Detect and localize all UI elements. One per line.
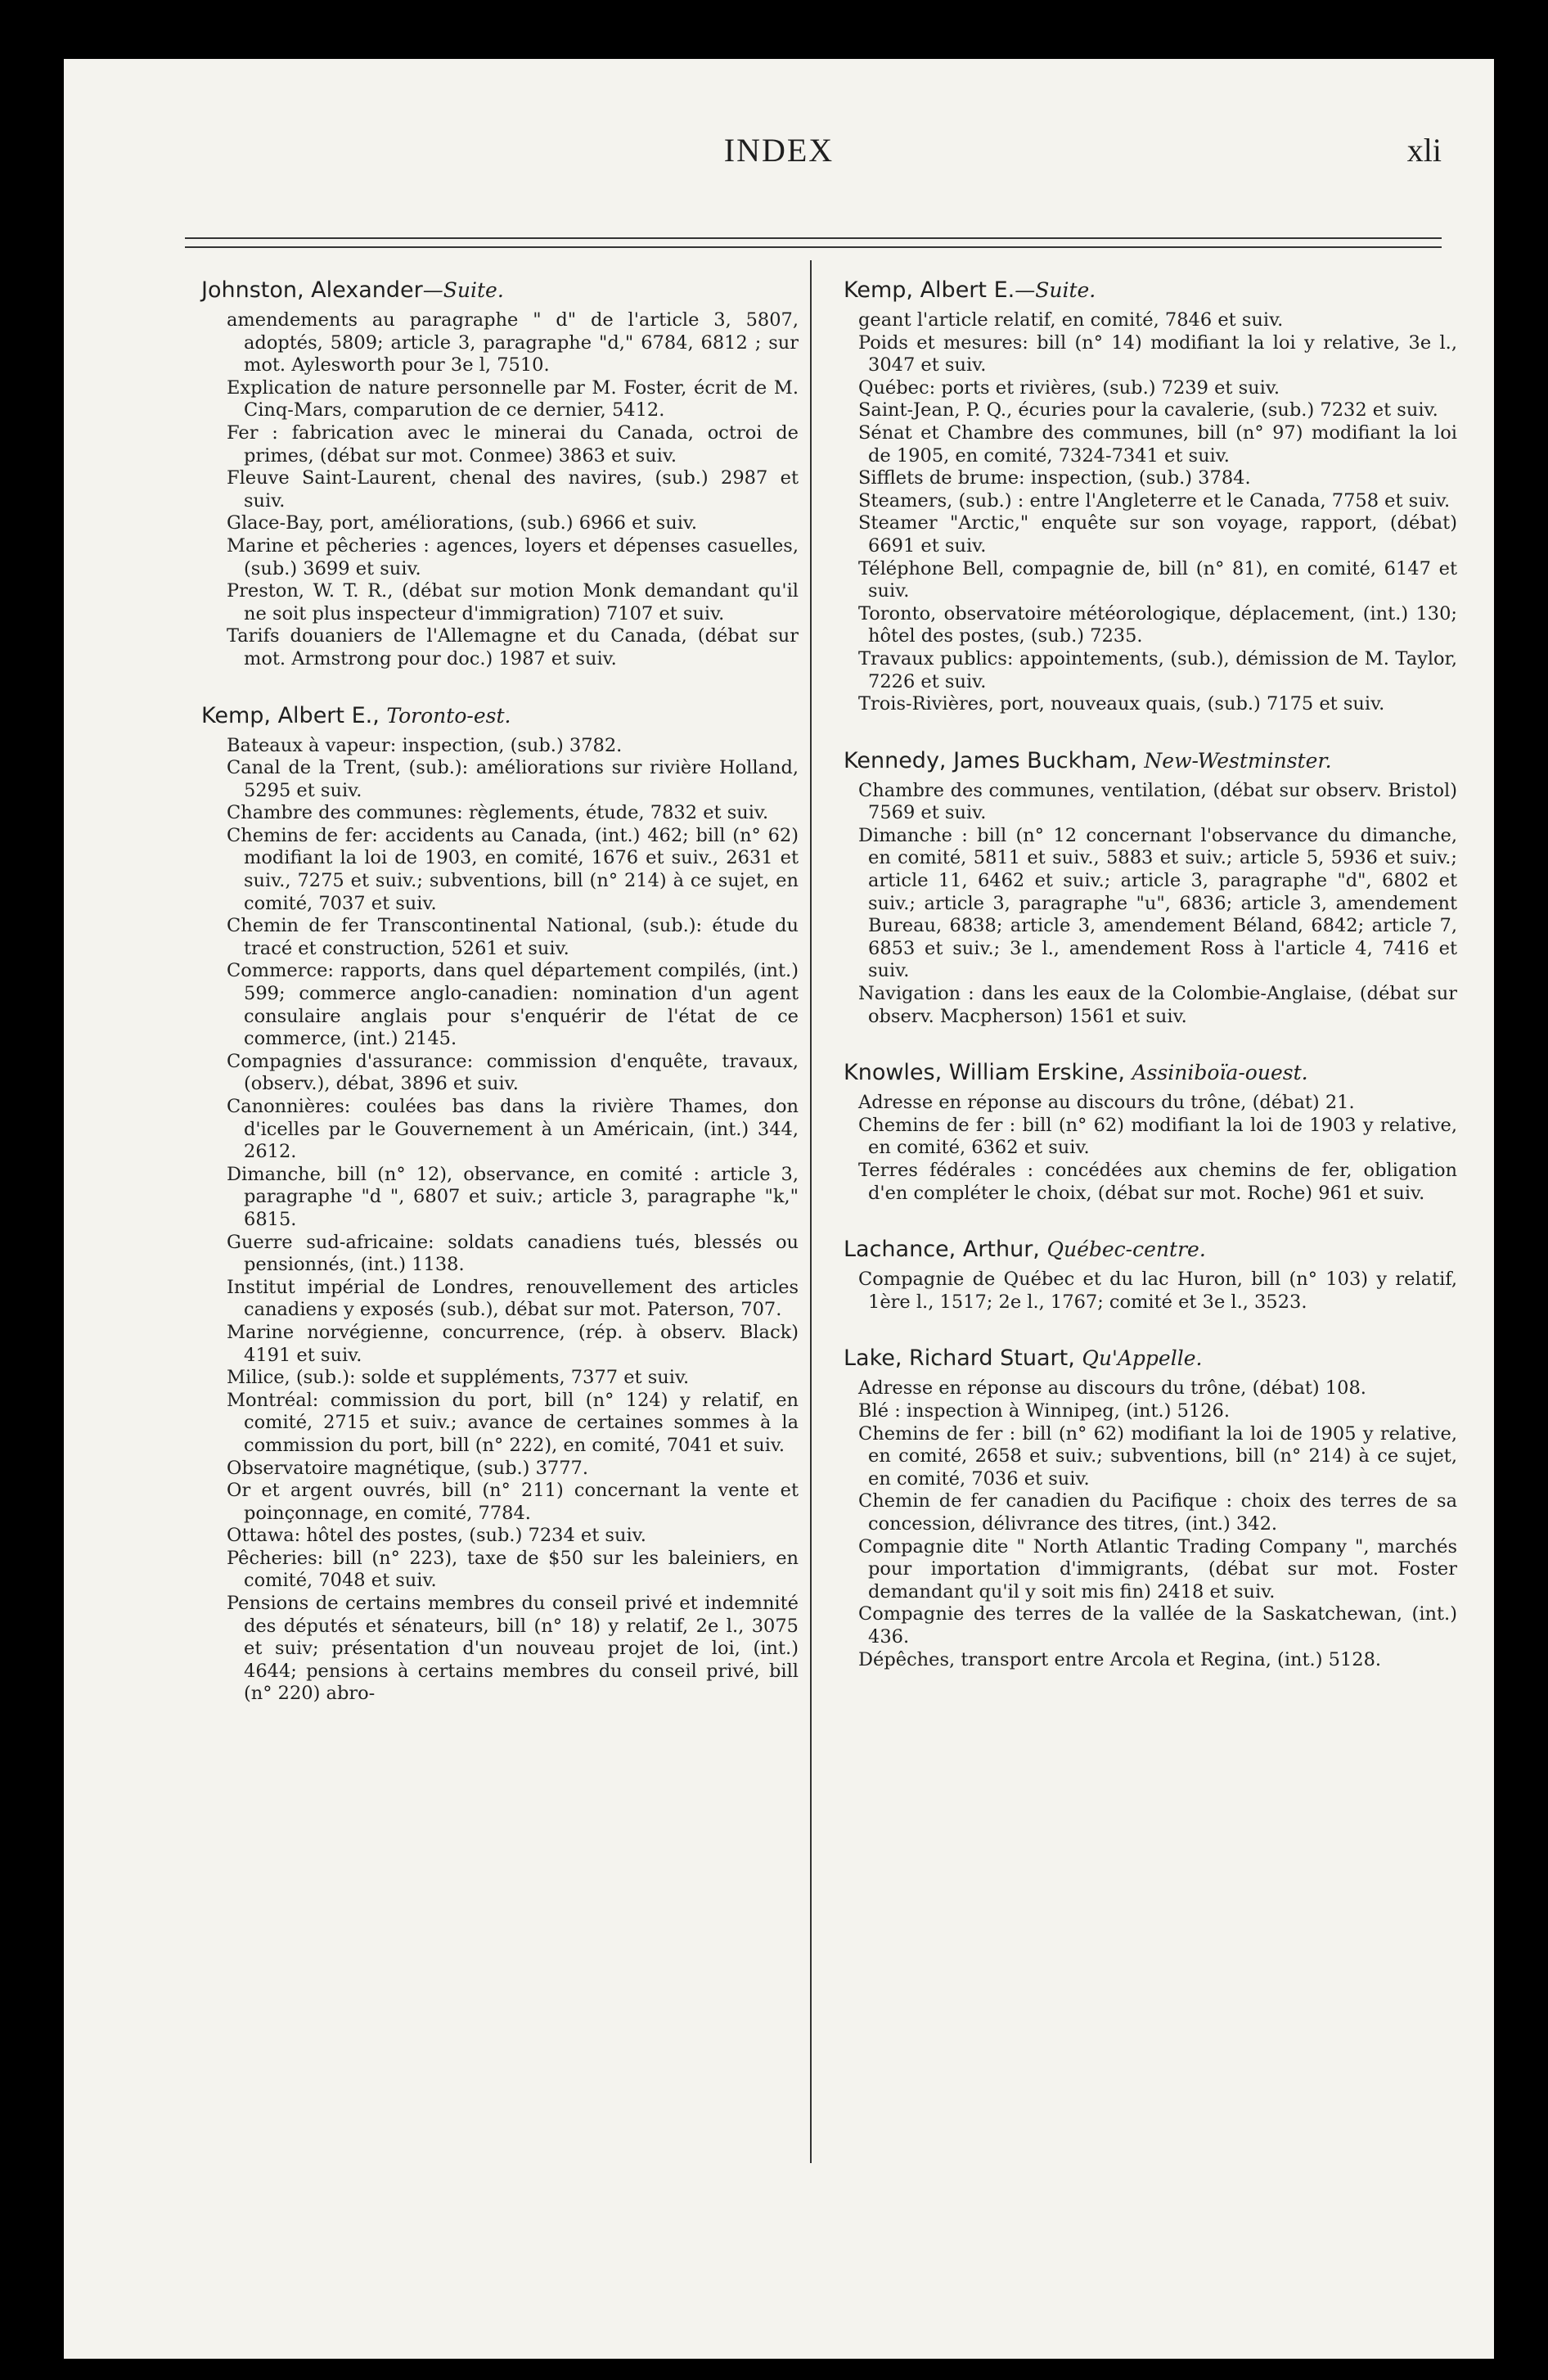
index-subentry: Terres fédérales : concédées aux chemins de fer, obligation d'en compléter le choix, (débat sur mot. Roche) 961 et suiv. bbox=[858, 1160, 1457, 1204]
index-entry bbox=[844, 747, 1457, 1029]
entry-qualifier: Qu'Appelle. bbox=[1082, 1346, 1203, 1371]
index-page bbox=[64, 59, 1494, 2359]
index-subentry: Marine norvégienne, concurrence, (rép. à observ. Black) 4191 et suiv. bbox=[227, 1321, 799, 1366]
index-subentry: Fleuve Saint-Laurent, chenal des navires, (sub.) 2987 et suiv. bbox=[227, 467, 799, 512]
column-divider bbox=[810, 260, 812, 2163]
index-subentry: Chemins de fer: accidents au Canada, (int.) 462; bill (n° 62) modifiant la loi de 1903, en comité, 1676 et suiv., 2631 et suiv., 7275 et suiv.; subventions, bill (n° 214) à ce sujet, en comité, 7037 et suiv. bbox=[227, 824, 799, 914]
entry-qualifier: Toronto-est. bbox=[386, 703, 511, 728]
member-name: Johnston, Alexander bbox=[201, 277, 423, 303]
entry-qualifier: New-Westminster. bbox=[1144, 748, 1332, 773]
index-subentry: Montréal: commission du port, bill (n° 124) y relatif, en comité, 2715 et suiv.; avance de certaines sommes à la commission du port, bill (n° 222), en comité, 7041 et suiv. bbox=[227, 1389, 799, 1456]
index-subentry: Pêcheries: bill (n° 223), taxe de $50 sur les baleiniers, en comité, 7048 et suiv. bbox=[227, 1547, 799, 1592]
index-subentry: Navigation : dans les eaux de la Colombie-Anglaise, (débat sur observ. Macpherson) 1561 et suiv. bbox=[858, 983, 1457, 1027]
index-subentry: Steamer "Arctic," enquête sur son voyage, rapport, (débat) 6691 et suiv. bbox=[858, 512, 1457, 557]
index-subentry: Glace-Bay, port, améliorations, (sub.) 6966 et suiv. bbox=[227, 512, 698, 534]
index-subentry: Commerce: rapports, dans quel département compilés, (int.) 599; commerce anglo-canadien: nomination d'un agent consulaire anglais pour s'enquérir de l'état de ce commerce, (int.) 2145. bbox=[227, 960, 799, 1050]
header-rule bbox=[185, 237, 1442, 248]
index-subentry: Fer : fabrication avec le minerai du Canada, octroi de primes, (débat sur mot. Conmee) 3863 et suiv. bbox=[227, 421, 799, 467]
member-name: Lachance, Arthur, bbox=[844, 1237, 1040, 1263]
index-subentry: Saint-Jean, P. Q., écuries pour la cavalerie, (sub.) 7232 et suiv. bbox=[858, 399, 1438, 421]
entry-name-line bbox=[844, 277, 1457, 304]
index-subentry: Sifflets de brume: inspection, (sub.) 3784. bbox=[858, 467, 1251, 489]
index-subentry: Compagnies d'assurance: commission d'enquête, travaux, (observ.), débat, 3896 et suiv. bbox=[227, 1050, 799, 1095]
index-subentry: Chambre des communes, ventilation, (débat sur observ. Bristol) 7569 et suiv. bbox=[858, 779, 1457, 824]
member-name: Kemp, Albert E., bbox=[201, 702, 380, 728]
index-subentry: Bateaux à vapeur: inspection, (sub.) 3782. bbox=[227, 734, 623, 756]
index-entry bbox=[844, 1345, 1457, 1671]
index-entry bbox=[844, 1236, 1457, 1314]
index-subentry: Dimanche, bill (n° 12), observance, en comité : article 3, paragraphe "d ", 6807 et suiv.; article 3, paragraphe "k," 6815. bbox=[227, 1163, 799, 1230]
index-subentry: Canal de la Trent, (sub.): améliorations sur rivière Holland, 5295 et suiv. bbox=[227, 757, 799, 801]
index-entry bbox=[201, 277, 799, 671]
index-subentry: Chemins de fer : bill (n° 62) modifiant la loi de 1905 y relative, en comité, 2658 et suiv.; subventions, bill (n° 214) à ce sujet, en comité, 7036 et suiv. bbox=[858, 1422, 1457, 1490]
index-subentry: Adresse en réponse au discours du trône, (débat) 108. bbox=[858, 1377, 1366, 1400]
left-column bbox=[201, 277, 799, 1737]
entry-name-line bbox=[844, 747, 1457, 775]
index-subentry: Dépêches, transport entre Arcola et Regina, (int.) 5128. bbox=[858, 1648, 1382, 1670]
member-name: Kemp, Albert E. bbox=[844, 277, 1015, 303]
right-column bbox=[844, 277, 1457, 1702]
index-subentry: Toronto, observatoire météorologique, déplacement, (int.) 130; hôtel des postes, (sub.) 7235. bbox=[858, 602, 1457, 647]
entry-name-line bbox=[201, 277, 799, 304]
member-name: Knowles, William Erskine, bbox=[844, 1060, 1125, 1086]
index-subentry: Institut impérial de Londres, renouvellement des articles canadiens y exposés (sub.), débat sur mot. Paterson, 707. bbox=[227, 1276, 799, 1321]
page-header bbox=[64, 131, 1494, 180]
entry-qualifier: —Suite. bbox=[422, 278, 504, 302]
index-subentry: Travaux publics: appointements, (sub.), démission de M. Taylor, 7226 et suiv. bbox=[858, 647, 1457, 692]
index-subentry: Poids et mesures: bill (n° 14) modifiant la loi y relative, 3e l., 3047 et suiv. bbox=[858, 331, 1457, 376]
index-entry bbox=[201, 702, 799, 1706]
index-subentry: Téléphone Bell, compagnie de, bill (n° 81), en comité, 6147 et suiv. bbox=[858, 557, 1457, 602]
index-subentry: Ottawa: hôtel des postes, (sub.) 7234 et suiv. bbox=[227, 1525, 646, 1547]
index-subentry: Adresse en réponse au discours du trône, (débat) 21. bbox=[858, 1092, 1355, 1114]
index-subentry: Dimanche : bill (n° 12 concernant l'observance du dimanche, en comité, 5811 et suiv., 5883 et suiv.; article 5, 5936 et suiv.; article 11, 6462 et suiv.; article 3, paragraphe "d", 6802 et suiv.; article 3, paragraphe "u", 6836; article 3, amendement Bureau, 6838; article 3, amendement Béland, 6842; article 7, 6853 et suiv.; 3e l., amendement Ross à l'article 4, 7416 et suiv. bbox=[858, 824, 1457, 982]
index-subentry: Pensions de certains membres du conseil privé et indemnité des députés et sénateurs, bill (n° 18) y relatif, 2e l., 3075 et suiv; présentation d'un nouveau projet de loi, (int.) 4644; pensions à certains membres du conseil privé, bill (n° 220) abro- bbox=[227, 1593, 799, 1705]
entry-qualifier: —Suite. bbox=[1015, 278, 1096, 302]
entry-name-line bbox=[844, 1236, 1457, 1264]
index-subentry: Chambre des communes: règlements, étude, 7832 et suiv. bbox=[227, 802, 769, 824]
index-subentry: Chemins de fer : bill (n° 62) modifiant la loi de 1903 y relative, en comité, 6362 et suiv. bbox=[858, 1114, 1457, 1159]
index-subentry: Observatoire magnétique, (sub.) 3777. bbox=[227, 1457, 589, 1479]
index-subentry: Compagnie des terres de la vallée de la Saskatchewan, (int.) 436. bbox=[858, 1603, 1457, 1648]
index-subentry: Marine et pêcheries : agences, loyers et dépenses casuelles, (sub.) 3699 et suiv. bbox=[227, 534, 799, 579]
entry-qualifier: Assiniboïa-ouest. bbox=[1132, 1061, 1308, 1085]
index-subentry: Milice, (sub.): solde et suppléments, 7377 et suiv. bbox=[227, 1367, 690, 1389]
index-subentry: Steamers, (sub.) : entre l'Angleterre et le Canada, 7758 et suiv. bbox=[858, 489, 1451, 512]
index-subentry: Canonnières: coulées bas dans la rivière Thames, don d'icelles par le Gouvernement à un Américain, (int.) 344, 2612. bbox=[227, 1096, 799, 1163]
index-subentry: Compagnie dite " North Atlantic Trading Company ", marchés pour importation d'immigrants, (débat sur mot. Foster demandant qu'il y soit mis fin) 2418 et suiv. bbox=[858, 1535, 1457, 1602]
entry-qualifier: Québec-centre. bbox=[1046, 1237, 1206, 1262]
index-subentry: Blé : inspection à Winnipeg, (int.) 5126. bbox=[858, 1400, 1231, 1422]
index-subentry: Or et argent ouvrés, bill (n° 211) concernant la vente et poinçonnage, en comité, 7784. bbox=[227, 1480, 799, 1524]
member-name: Kennedy, James Buckham, bbox=[844, 747, 1137, 773]
entry-name-line bbox=[844, 1059, 1457, 1087]
index-subentry: Québec: ports et rivières, (sub.) 7239 et suiv. bbox=[858, 376, 1280, 399]
index-subentry: Trois-Rivières, port, nouveaux quais, (sub.) 7175 et suiv. bbox=[858, 693, 1385, 715]
member-name: Lake, Richard Stuart, bbox=[844, 1346, 1075, 1372]
index-subentry: Compagnie de Québec et du lac Huron, bill (n° 103) y relatif, 1ère l., 1517; 2e l., 1767; comité et 3e l., 3523. bbox=[858, 1269, 1457, 1313]
page-number: xli bbox=[1406, 132, 1442, 169]
index-subentry: Explication de nature personnelle par M. Foster, écrit de M. Cinq-Mars, comparution de ce dernier, 5412. bbox=[227, 376, 799, 421]
entry-name-line bbox=[844, 1345, 1457, 1373]
index-subentry: Sénat et Chambre des communes, bill (n° 97) modifiant la loi de 1905, en comité, 7324-7341 et suiv. bbox=[858, 421, 1457, 467]
index-subentry: Chemin de fer Transcontinental National, (sub.): étude du tracé et construction, 5261 et suiv. bbox=[227, 915, 799, 959]
index-subentry: Guerre sud-africaine: soldats canadiens tués, blessés ou pensionnés, (int.) 1138. bbox=[227, 1231, 799, 1276]
index-entry bbox=[844, 277, 1457, 716]
entry-name-line bbox=[201, 702, 799, 730]
running-title: INDEX bbox=[723, 132, 835, 169]
index-subentry: Tarifs douaniers de l'Allemagne et du Canada, (débat sur mot. Armstrong pour doc.) 1987 et suiv. bbox=[227, 625, 799, 669]
index-subentry: Preston, W. T. R., (débat sur motion Monk demandant qu'il ne soit plus inspecteur d'immigration) 7107 et suiv. bbox=[227, 580, 799, 624]
index-entry bbox=[844, 1059, 1457, 1205]
index-subentry: geant l'article relatif, en comité, 7846 et suiv. bbox=[858, 309, 1284, 331]
index-subentry: Chemin de fer canadien du Pacifique : choix des terres de sa concession, délivrance des titres, (int.) 342. bbox=[858, 1490, 1457, 1535]
index-subentry: amendements au paragraphe " d" de l'article 3, 5807, adoptés, 5809; article 3, paragraphe "d," 6784, 6812 ; sur mot. Aylesworth pour 3e l, 7510. bbox=[227, 309, 799, 376]
